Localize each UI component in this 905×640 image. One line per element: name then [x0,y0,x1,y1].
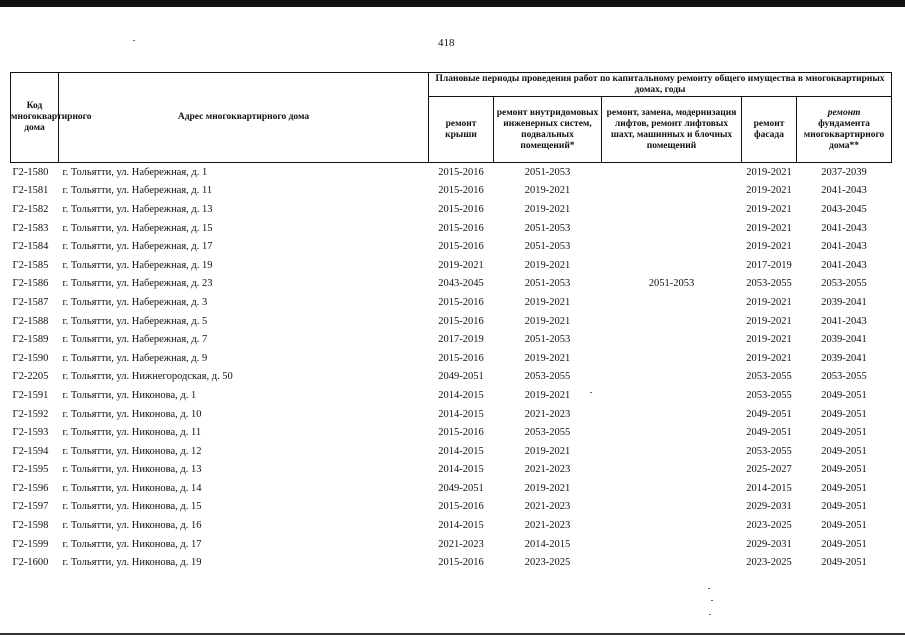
scan-speck [708,588,710,589]
cell-code: Г2-1584 [12,241,49,253]
cell-systems: 2019-2021 [524,315,571,327]
cell-address: г. Тольятти, ул. Никонова, д. 16 [62,520,202,532]
header-foundation-italic: ремонт [827,107,861,118]
header-code: Код многоквартирного дома [11,73,59,163]
table-row [11,461,892,480]
table-body [11,163,892,573]
cell-address: г. Тольятти, ул. Никонова, д. 11 [62,427,202,439]
cell-lifts [602,479,742,498]
table-row [11,330,892,349]
header-group: Плановые периоды проведения работ по капитальному ремонту общего имущества в многоквартирных домах, годы [429,73,892,97]
cell-lifts [602,368,742,387]
cell-code: Г2-1582 [12,203,49,215]
cell-lifts [602,237,742,256]
table-row [11,312,892,331]
header-systems: ремонт внутридомовых инженерных систем, подвальных помещений* [494,97,602,163]
cell-facade: 2049-2051 [746,427,792,439]
cell-roof: 2014-2015 [438,520,484,532]
cell-code: Г2-1592 [12,408,49,420]
header-foundation [797,97,892,163]
cell-facade: 2023-2025 [746,520,792,532]
cell-systems: 2019-2021 [524,352,571,364]
cell-foundation: 2041-2043 [821,222,867,234]
header-lifts: ремонт, замена, модернизация лифтов, ремонт лифтовых шахт, машинных и блочных помещений [602,97,742,163]
cell-systems: 2023-2025 [524,557,571,569]
cell-address: г. Тольятти, ул. Никонова, д. 17 [62,538,202,550]
cell-lifts [602,535,742,554]
table-header [11,73,892,163]
cell-foundation: 2037-2039 [821,166,867,178]
cell-code: Г2-1583 [12,222,49,234]
cell-facade: 2019-2021 [746,315,792,327]
cell-roof: 2017-2019 [438,334,484,346]
cell-foundation: 2041-2043 [821,241,867,253]
scan-speck [711,600,713,601]
cell-lifts [602,330,742,349]
table-row [11,219,892,238]
cell-facade: 2053-2055 [746,445,792,457]
page-number: 418 [438,37,455,49]
table-row [11,293,892,312]
cell-code: Г2-1590 [12,352,49,364]
cell-address: г. Тольятти, ул. Никонова, д. 15 [62,501,202,513]
cell-systems: 2053-2055 [524,371,571,383]
cell-foundation: 2049-2051 [821,389,867,401]
cell-systems: 2019-2021 [524,445,571,457]
cell-systems: 2019-2021 [524,389,571,401]
cell-systems: 2019-2021 [524,296,571,308]
cell-roof: 2015-2016 [438,427,484,439]
cell-systems: 2014-2015 [524,538,571,550]
cell-facade: 2029-2031 [746,501,792,513]
cell-foundation: 2049-2051 [821,538,867,550]
cell-lifts [602,405,742,424]
cell-facade: 2019-2021 [746,241,792,253]
cell-lifts [602,293,742,312]
cell-lifts [602,386,742,405]
cell-lifts [602,200,742,219]
cell-facade: 2053-2055 [746,278,792,290]
cell-address: г. Тольятти, ул. Никонова, д. 10 [62,408,202,420]
table-row [11,256,892,275]
cell-facade: 2019-2021 [746,334,792,346]
cell-roof: 2015-2016 [438,296,484,308]
cell-address: г. Тольятти, ул. Никонова, д. 12 [62,445,202,457]
cell-foundation: 2041-2043 [821,315,867,327]
table-row [11,368,892,387]
cell-systems: 2053-2055 [524,427,571,439]
cell-systems: 2051-2053 [524,278,571,290]
table-row [11,275,892,294]
cell-roof: 2049-2051 [438,371,484,383]
cell-roof: 2019-2021 [438,259,484,271]
cell-roof: 2014-2015 [438,445,484,457]
top-border [0,0,905,7]
cell-facade: 2019-2021 [746,185,792,197]
cell-facade: 2019-2021 [746,166,792,178]
cell-systems: 2021-2023 [524,520,571,532]
cell-systems: 2021-2023 [524,501,571,513]
cell-roof: 2015-2016 [438,315,484,327]
cell-facade: 2017-2019 [746,259,792,271]
cell-systems: 2021-2023 [524,408,571,420]
cell-code: Г2-1587 [12,296,49,308]
cell-roof: 2014-2015 [438,464,484,476]
cell-lifts [602,553,742,572]
cell-foundation: 2049-2051 [821,408,867,420]
cell-systems: 2019-2021 [524,185,571,197]
cell-facade: 2019-2021 [746,203,792,215]
cell-facade: 2025-2027 [746,464,792,476]
table-row [11,237,892,256]
cell-systems: 2019-2021 [524,203,571,215]
cell-roof: 2015-2016 [438,557,484,569]
cell-address: г. Тольятти, ул. Набережная, д. 15 [62,222,213,234]
table-row [11,498,892,517]
cell-address: г. Тольятти, ул. Набережная, д. 7 [62,334,208,346]
cell-roof: 2015-2016 [438,352,484,364]
cell-foundation: 2049-2051 [821,464,867,476]
cell-systems: 2021-2023 [524,464,571,476]
cell-facade: 2049-2051 [746,408,792,420]
cell-lifts: 2051-2053 [648,278,695,290]
cell-roof: 2015-2016 [438,222,484,234]
cell-address: г. Тольятти, ул. Набережная, д. 9 [62,352,208,364]
table-row [11,200,892,219]
cell-foundation: 2049-2051 [821,482,867,494]
cell-systems: 2051-2053 [524,241,571,253]
cell-foundation: 2041-2043 [821,185,867,197]
header-roof: ремонт крыши [429,97,494,163]
table-row [11,423,892,442]
cell-code: Г2-1594 [12,445,49,457]
cell-roof: 2043-2045 [438,278,484,290]
cell-facade: 2014-2015 [746,482,792,494]
table-row [11,163,892,182]
cell-code: Г2-1586 [12,278,49,290]
cell-foundation: 2043-2045 [821,203,867,215]
cell-code: Г2-1596 [12,482,49,494]
cell-lifts [602,312,742,331]
cell-code: Г2-1581 [12,185,49,197]
cell-foundation: 2039-2041 [821,334,867,346]
table-row [11,405,892,424]
header-facade: ремонт фасада [742,97,797,163]
cell-roof: 2015-2016 [438,241,484,253]
table-row [11,479,892,498]
cell-code: Г2-1599 [12,538,49,550]
cell-lifts [602,182,742,201]
repair-schedule-table [10,72,892,572]
cell-lifts [602,163,742,182]
cell-lifts [602,256,742,275]
cell-facade: 2023-2025 [746,557,792,569]
cell-roof: 2015-2016 [438,185,484,197]
table-row [11,535,892,554]
cell-address: г. Тольятти, ул. Набережная, д. 11 [62,185,213,197]
cell-foundation: 2049-2051 [821,445,867,457]
cell-systems: 2051-2053 [524,334,571,346]
table-row [11,553,892,572]
cell-address: г. Тольятти, ул. Нижнегородская, д. 50 [62,371,233,383]
cell-code: Г2-1598 [12,520,49,532]
bottom-border [0,633,905,635]
cell-roof: 2049-2051 [438,482,484,494]
cell-lifts [602,219,742,238]
cell-systems: 2051-2053 [524,166,571,178]
scan-speck [133,40,135,41]
cell-facade: 2019-2021 [746,222,792,234]
cell-foundation: 2049-2051 [821,557,867,569]
cell-roof: 2014-2015 [438,408,484,420]
cell-address: г. Тольятти, ул. Набережная, д. 13 [62,203,213,215]
cell-lifts [602,442,742,461]
cell-foundation: 2049-2051 [821,427,867,439]
table-row [11,349,892,368]
cell-lifts [602,461,742,480]
cell-foundation: 2053-2055 [821,278,867,290]
cell-address: г. Тольятти, ул. Никонова, д. 1 [62,389,197,401]
cell-facade: 2019-2021 [746,352,792,364]
cell-code: Г2-1593 [12,427,49,439]
cell-systems: 2019-2021 [524,482,571,494]
cell-foundation: 2049-2051 [821,501,867,513]
cell-code: Г2-2205 [12,371,49,383]
cell-facade: 2053-2055 [746,389,792,401]
cell-roof: 2015-2016 [438,501,484,513]
cell-foundation: 2039-2041 [821,352,867,364]
cell-code: Г2-1595 [12,464,49,476]
header-address: Адрес многоквартирного дома [59,73,429,163]
cell-address: г. Тольятти, ул. Набережная, д. 19 [62,259,213,271]
cell-foundation: 2041-2043 [821,259,867,271]
cell-address: г. Тольятти, ул. Набережная, д. 1 [62,166,208,178]
table-row [11,182,892,201]
scan-speck [709,614,711,615]
cell-address: г. Тольятти, ул. Набережная, д. 3 [62,296,208,308]
cell-code: Г2-1585 [12,259,49,271]
cell-systems: 2051-2053 [524,222,571,234]
cell-foundation: 2053-2055 [821,371,867,383]
cell-facade: 2029-2031 [746,538,792,550]
cell-address: г. Тольятти, ул. Набережная, д. 5 [62,315,208,327]
cell-address: г. Тольятти, ул. Набережная, д. 17 [62,241,213,253]
cell-address: г. Тольятти, ул. Набережная, д. 23 [62,278,213,290]
header-foundation-text: фундамента многоквартирного дома** [803,118,885,151]
table-row [11,442,892,461]
cell-systems: 2019-2021 [524,259,571,271]
cell-roof: 2021-2023 [438,538,484,550]
cell-code: Г2-1597 [12,501,49,513]
table-row [11,386,892,405]
table-row [11,516,892,535]
cell-roof: 2014-2015 [438,389,484,401]
cell-foundation: 2049-2051 [821,520,867,532]
cell-code: Г2-1588 [12,315,49,327]
cell-lifts [602,423,742,442]
cell-code: Г2-1580 [12,166,49,178]
cell-foundation: 2039-2041 [821,296,867,308]
cell-address: г. Тольятти, ул. Никонова, д. 13 [62,464,202,476]
cell-roof: 2015-2016 [438,166,484,178]
cell-lifts [602,498,742,517]
cell-address: г. Тольятти, ул. Никонова, д. 19 [62,557,202,569]
cell-code: Г2-1591 [12,389,49,401]
cell-address: г. Тольятти, ул. Никонова, д. 14 [62,482,202,494]
cell-facade: 2053-2055 [746,371,792,383]
cell-lifts [602,349,742,368]
cell-code: Г2-1600 [12,557,49,569]
cell-lifts [602,516,742,535]
cell-facade: 2019-2021 [746,296,792,308]
cell-roof: 2015-2016 [438,203,484,215]
cell-code: Г2-1589 [12,334,49,346]
